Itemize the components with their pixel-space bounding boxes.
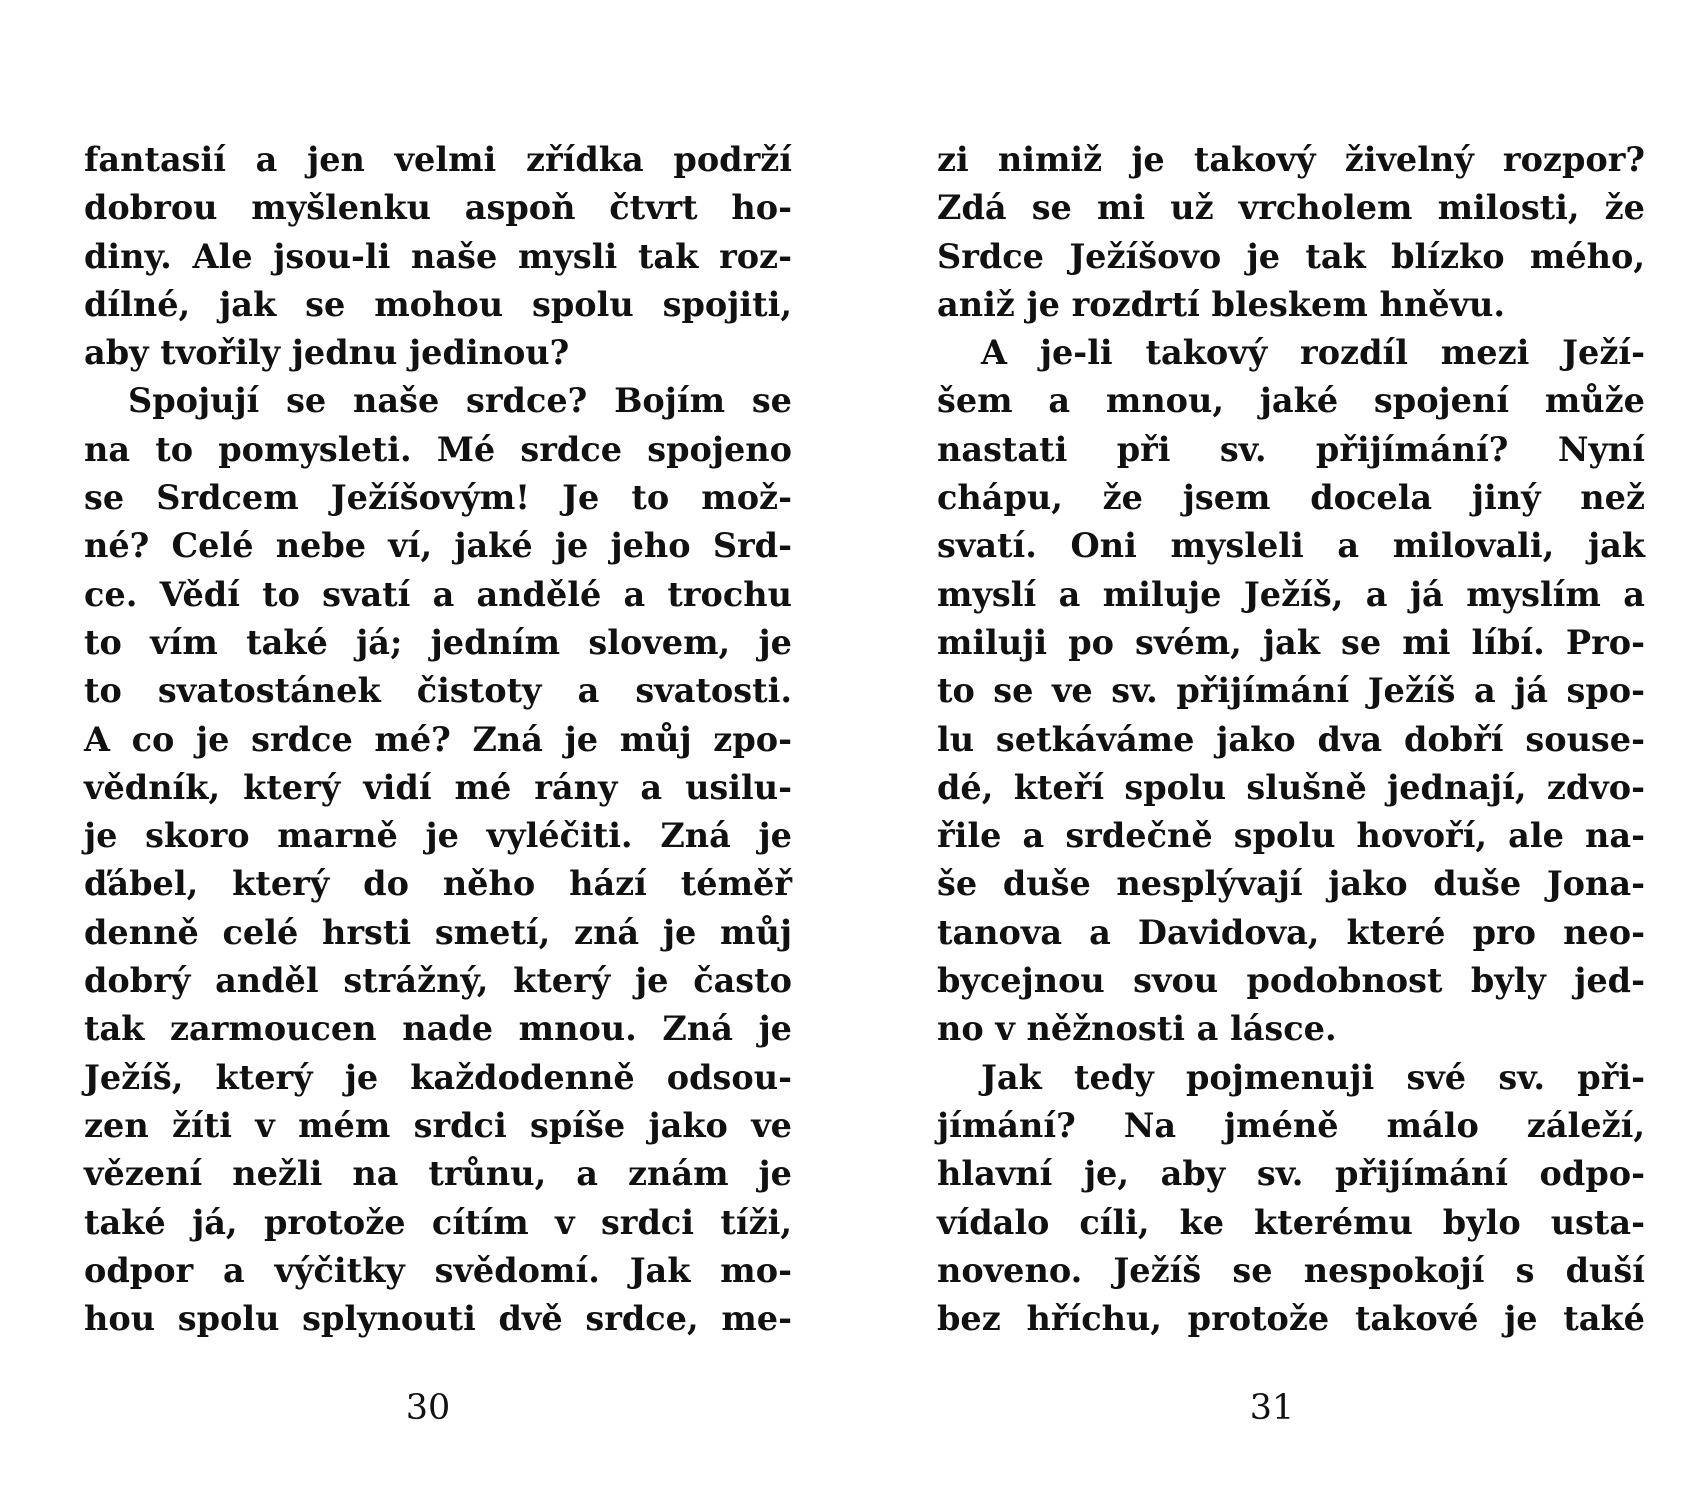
text-line: to svatostánek čistoty a svatosti. bbox=[84, 671, 792, 711]
text-line: vědník, který vidí mé rány a usilu- bbox=[84, 767, 792, 807]
right-page bbox=[852, 0, 1704, 1500]
text-line: Zdá se mi už vrcholem milosti, že bbox=[937, 188, 1645, 228]
text-line: fantasií a jen velmi zřídka podrží bbox=[84, 140, 792, 179]
text-line: lu setkáváme jako dva dobří souse- bbox=[937, 719, 1645, 759]
text-line: dobrý anděl strážný, který je často bbox=[84, 961, 792, 1001]
text-line: hou spolu splynouti dvě srdce, me- bbox=[84, 1299, 792, 1339]
text-line: né? Celé nebe ví, jaké je jeho Srd- bbox=[84, 526, 792, 566]
page-number: 30 bbox=[405, 1388, 451, 1428]
text-line: dobrou myšlenku aspoň čtvrt ho- bbox=[84, 188, 792, 228]
text-line: také já, protože cítím v srdci tíži, bbox=[84, 1202, 792, 1242]
right-page-text bbox=[937, 136, 1645, 1343]
text-line: Ježíš, který je každodenně odsou- bbox=[84, 1057, 792, 1097]
text-line: Srdce Ježíšovo je tak blízko mého, bbox=[937, 236, 1645, 276]
text-line: ďábel, který do něho hází téměř bbox=[84, 864, 792, 904]
text-line: še duše nesplývají jako duše Jona- bbox=[937, 864, 1645, 904]
text-line: tak zarmoucen nade mnou. Zná je bbox=[84, 1009, 792, 1049]
text-line: dé, kteří spolu slušně jednají, zdvo- bbox=[937, 767, 1645, 807]
text-line: svatí. Oni mysleli a milovali, jak bbox=[937, 526, 1645, 566]
left-page-text bbox=[84, 136, 792, 1343]
text-line: to vím také já; jedním slovem, je bbox=[84, 622, 792, 662]
text-line: bez hříchu, protože takové je také bbox=[937, 1299, 1645, 1339]
text-line: aby tvořily jednu jedinou? bbox=[84, 333, 570, 373]
text-line: no v něžnosti a lásce. bbox=[937, 1009, 1337, 1049]
text-line: zen žíti v mém srdci spíše jako ve bbox=[84, 1105, 792, 1145]
text-line: dílné, jak se mohou spolu spojiti, bbox=[84, 284, 792, 324]
text-line: odpor a výčitky svědomí. Jak mo- bbox=[84, 1250, 792, 1290]
text-line: vězení nežli na trůnu, a znám je bbox=[84, 1154, 792, 1194]
text-line: Jak tedy pojmenuji své sv. při- bbox=[981, 1057, 1645, 1097]
text-line: aniž je rozdrtí bleskem hněvu. bbox=[937, 284, 1505, 324]
text-line: chápu, že jsem docela jiný než bbox=[937, 478, 1645, 518]
text-line: nastati při sv. přijímání? Nyní bbox=[937, 429, 1645, 469]
text-line: se Srdcem Ježíšovým! Je to mož- bbox=[84, 478, 792, 518]
text-line: denně celé hrsti smetí, zná je můj bbox=[84, 912, 792, 952]
text-line: jímání? Na jméně málo záleží, bbox=[937, 1105, 1645, 1145]
text-line: A co je srdce mé? Zná je můj zpo- bbox=[84, 719, 792, 759]
text-line: ce. Vědí to svatí a andělé a trochu bbox=[84, 574, 792, 614]
text-line: miluji po svém, jak se mi líbí. Pro- bbox=[937, 622, 1645, 662]
text-line: je skoro marně je vyléčiti. Zná je bbox=[84, 816, 792, 856]
text-line: vídalo cíli, ke kterému bylo usta- bbox=[937, 1202, 1645, 1242]
text-line: hlavní je, aby sv. přijímání odpo- bbox=[937, 1154, 1645, 1194]
text-line: A je-li takový rozdíl mezi Ježí- bbox=[981, 333, 1645, 373]
text-line: tanova a Davidova, které pro neo- bbox=[937, 912, 1645, 952]
text-line: to se ve sv. přijímání Ježíš a já spo- bbox=[937, 671, 1645, 711]
text-line: bycejnou svou podobnost byly jed- bbox=[937, 961, 1645, 1001]
text-line: myslí a miluje Ježíš, a já myslím a bbox=[937, 574, 1645, 614]
text-line: šem a mnou, jaké spojení může bbox=[937, 381, 1645, 421]
text-line: zi nimiž je takový živelný rozpor? bbox=[937, 140, 1645, 179]
text-line: diny. Ale jsou-li naše mysli tak roz- bbox=[84, 236, 792, 276]
page-number: 31 bbox=[1249, 1388, 1295, 1428]
text-line: Spojují se naše srdce? Bojím se bbox=[128, 381, 792, 421]
text-line: na to pomysleti. Mé srdce spojeno bbox=[84, 429, 792, 469]
text-line: noveno. Ježíš se nespokojí s duší bbox=[937, 1250, 1645, 1290]
text-line: řile a srdečně spolu hovoří, ale na- bbox=[937, 816, 1645, 856]
